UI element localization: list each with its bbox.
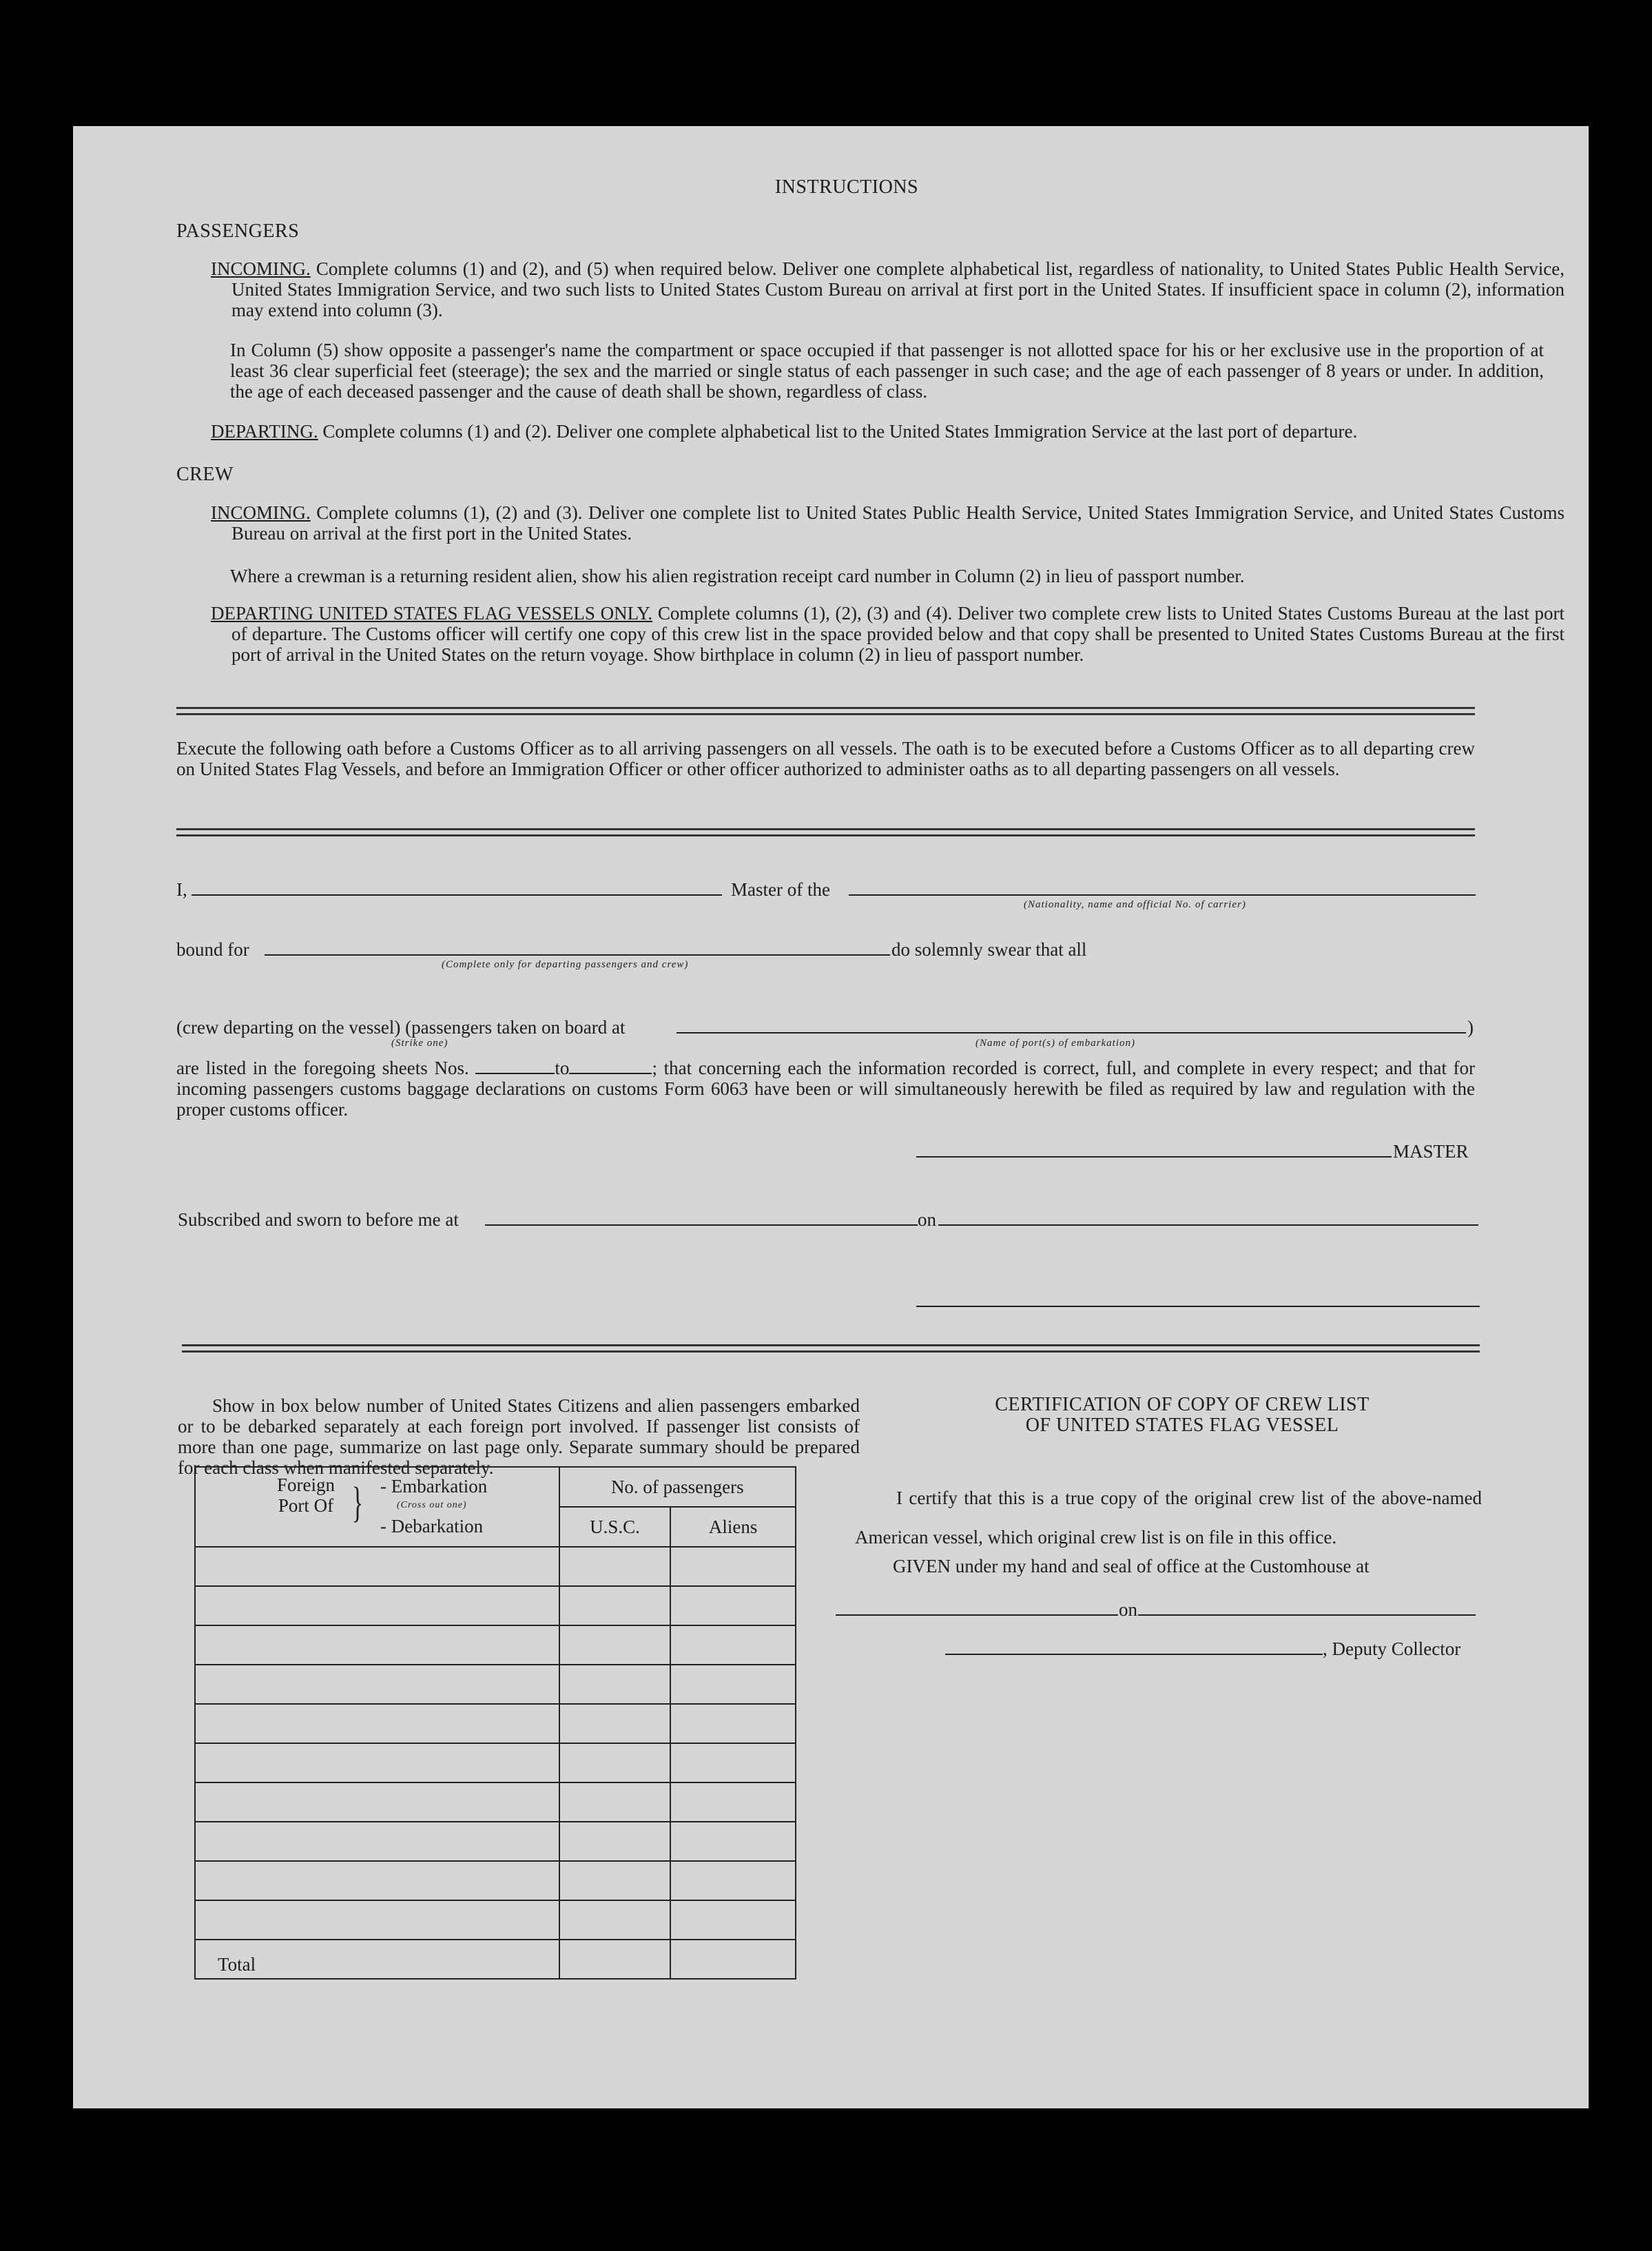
aliens-cell[interactable] — [670, 1861, 796, 1900]
crew-crewman-paragraph: Where a crewman is a returning resident alien, show his alien registration receipt card number in Column (2) in lieu of passport number. — [230, 566, 1245, 586]
usc-header: U.S.C. — [559, 1507, 671, 1547]
crew-incoming-label: INCOMING. — [211, 502, 311, 523]
port-cell[interactable] — [195, 1665, 559, 1704]
table-row — [195, 1665, 796, 1704]
oath-swear: do solemnly swear that all — [891, 939, 1087, 960]
usc-cell[interactable] — [559, 1625, 671, 1665]
oath-listed-rest: ; that concerning each the information recorded is correct, full, and complete in every respect; and that for incoming passengers customs baggage declarations on customs Form 6063 have been or will simultaneously herewith be filed as required by law and regulation with the proper customs officer. — [176, 1058, 1476, 1120]
table-row — [195, 1625, 796, 1665]
page-title: INSTRUCTIONS — [774, 176, 919, 198]
aliens-cell[interactable] — [670, 1704, 796, 1743]
oath-listed-paragraph — [176, 1058, 1475, 1120]
crew-departing-text: Complete columns (1), (2), (3) and (4). Deliver two complete crew lists to United States Customs Bureau at the last port of departure. The Customs officer will certify one copy of this crew list in the space provided below and that copy shall be presented to United States Customs Bureau at the first port of arrival in the United States on the return voyage. Show birthplace in column (2) in lieu of passport number. — [231, 603, 1565, 665]
aliens-cell[interactable] — [670, 1625, 796, 1665]
aliens-cell[interactable] — [670, 1822, 796, 1861]
passengers-departing-paragraph — [211, 421, 1544, 442]
table-row — [195, 1782, 796, 1822]
aliens-cell[interactable] — [670, 1665, 796, 1704]
total-row — [195, 1940, 796, 1979]
master-name-line[interactable] — [192, 894, 722, 896]
port-embarkation-line[interactable] — [677, 1032, 1466, 1034]
certify-text: I certify that this is a true copy of the original crew list of the above-named American vessel, which original crew list is on file in this office. — [855, 1488, 1482, 1548]
usc-cell[interactable] — [559, 1743, 671, 1782]
crew-incoming-paragraph — [211, 502, 1565, 544]
port-cell[interactable] — [195, 1704, 559, 1743]
passengers-incoming-text: Complete columns (1) and (2), and (5) when required below. Deliver one complete alphabetical list, regardless of nationality, to United States Public Health Service, United States Immigration Service, and two such lists to United States Custom Bureau on arrival at first port in the United States. If insufficient space in column (2), information may extend into column (3). — [231, 258, 1565, 320]
crew-incoming-text: Complete columns (1), (2) and (3). Deliver one complete list to United States Public Health Service, United States Immigration Service, and United States Customs Bureau on arrival at the first port in the United States. — [231, 502, 1565, 544]
passengers-departing-text: Complete columns (1) and (2). Deliver one complete alphabetical list to the United States Immigration Service at the last port of departure. — [322, 421, 1358, 442]
aliens-cell[interactable] — [670, 1900, 796, 1940]
divider-1 — [176, 707, 1475, 715]
foreign-port-label: Foreign Port Of — [277, 1474, 335, 1516]
master-signature-line[interactable] — [916, 1156, 1392, 1158]
oath-crew-departing: (crew departing on the vessel) (passengers taken on board at — [176, 1017, 626, 1038]
carrier-line[interactable] — [849, 894, 1476, 896]
given-text: GIVEN under my hand and seal of office at the Customhouse at — [893, 1556, 1370, 1576]
aliens-cell[interactable] — [670, 1586, 796, 1625]
crew-departing-paragraph — [211, 603, 1565, 665]
port-cell[interactable] — [195, 1625, 559, 1665]
deputy-signature-line[interactable] — [945, 1654, 1323, 1655]
certification-title-line2: OF UNITED STATES FLAG VESSEL — [1025, 1415, 1339, 1436]
usc-cell[interactable] — [559, 1665, 671, 1704]
deputy-collector-label: , Deputy Collector — [1323, 1638, 1461, 1659]
brace-icon: } — [351, 1479, 364, 1526]
foreign-port-header — [195, 1467, 559, 1547]
cert-on-label: on — [1119, 1599, 1137, 1620]
crew-heading: CREW — [176, 464, 234, 485]
port-cell[interactable] — [195, 1861, 559, 1900]
port-cell[interactable] — [195, 1547, 559, 1586]
officer-signature-line[interactable] — [916, 1306, 1480, 1307]
oath-listed-prefix: are listed in the foregoing sheets Nos. — [176, 1058, 469, 1078]
nationality-hint: (Nationality, name and official No. of carrier) — [1024, 899, 1246, 910]
usc-cell[interactable] — [559, 1547, 671, 1586]
strike-one-hint: (Strike one) — [391, 1038, 448, 1049]
passengers-column5-paragraph: In Column (5) show opposite a passenger's name the compartment or space occupied if that passenger is not allotted space for his or her exclusive use in the proportion of at least 36 clear superficial feet (steerage); the sex and the married or single status of each passenger in such case; and the age of each passenger of 8 years or under. In addition, the age of each deceased passenger and the cause of death shall be shown, regardless of class. — [230, 340, 1544, 402]
table-row — [195, 1547, 796, 1586]
subscribed-on-label: on — [918, 1209, 936, 1230]
table-row — [195, 1743, 796, 1782]
divider-2 — [176, 828, 1475, 836]
total-label: Total — [195, 1940, 559, 1979]
aliens-total-cell[interactable] — [670, 1940, 796, 1979]
aliens-cell[interactable] — [670, 1743, 796, 1782]
cert-date-line[interactable] — [1138, 1614, 1476, 1616]
passengers-incoming-label: INCOMING. — [211, 258, 311, 279]
bound-for-line[interactable] — [265, 954, 890, 956]
bound-hint: (Complete only for departing passengers and crew) — [442, 959, 689, 970]
usc-total-cell[interactable] — [559, 1940, 671, 1979]
oath-listed-to: to — [555, 1058, 570, 1078]
aliens-cell[interactable] — [670, 1547, 796, 1586]
usc-cell[interactable] — [559, 1861, 671, 1900]
table-row — [195, 1900, 796, 1940]
passenger-summary-table — [194, 1466, 796, 1980]
port-cell[interactable] — [195, 1743, 559, 1782]
embarkation-label: - Embarkation — [380, 1476, 488, 1497]
oath-master-of: Master of the — [731, 879, 830, 900]
passengers-incoming-paragraph — [211, 258, 1565, 320]
usc-cell[interactable] — [559, 1822, 671, 1861]
subscribed-place-line[interactable] — [485, 1224, 918, 1226]
usc-cell[interactable] — [559, 1900, 671, 1940]
usc-cell[interactable] — [559, 1782, 671, 1822]
subscribed-date-line[interactable] — [938, 1224, 1478, 1226]
customhouse-line[interactable] — [836, 1614, 1118, 1616]
form-page — [73, 126, 1589, 2108]
sheet-to-field[interactable] — [569, 1059, 652, 1074]
table-row — [195, 1822, 796, 1861]
table-row — [195, 1704, 796, 1743]
table-row — [195, 1861, 796, 1900]
port-cell[interactable] — [195, 1900, 559, 1940]
certification-title-line1: CERTIFICATION OF COPY OF CREW LIST — [995, 1394, 1370, 1415]
usc-cell[interactable] — [559, 1586, 671, 1625]
crew-departing-label: DEPARTING UNITED STATES FLAG VESSELS ONLY. — [211, 603, 653, 624]
divider-3 — [182, 1344, 1480, 1353]
oath-close-paren: ) — [1467, 1017, 1474, 1038]
subscribed-label: Subscribed and sworn to before me at — [178, 1209, 459, 1230]
port-cell[interactable] — [195, 1822, 559, 1861]
cross-out-hint: (Cross out one) — [397, 1500, 467, 1510]
oath-instructions: Execute the following oath before a Customs Officer as to all arriving passengers on all vessels. The oath is to be executed before a Customs Officer as to all departing crew on United States Flag Vessels, and before an Immigration Officer or other officer authorized to administer oaths as to all departing passengers on all vessels. — [176, 738, 1475, 779]
port-cell[interactable] — [195, 1782, 559, 1822]
table-row — [195, 1586, 796, 1625]
sheet-from-field[interactable] — [475, 1059, 555, 1074]
ports-hint: (Name of port(s) of embarkation) — [975, 1038, 1135, 1049]
aliens-header: Aliens — [670, 1507, 796, 1547]
master-label: MASTER — [1393, 1141, 1469, 1162]
oath-i-label: I, — [176, 879, 187, 900]
no-passengers-header: No. of passengers — [559, 1467, 796, 1507]
port-cell[interactable] — [195, 1586, 559, 1625]
debarkation-label: - Debarkation — [380, 1516, 484, 1536]
passengers-heading: PASSENGERS — [176, 220, 300, 242]
summary-instructions: Show in box below number of United States Citizens and alien passengers embarked or to be debarked separately at each foreign port involved. If passenger list consists of more than one page, summarize on last page only. Separate summary should be prepared for each class when manifested separately. — [178, 1395, 860, 1478]
passengers-departing-label: DEPARTING. — [211, 421, 318, 442]
oath-bound-for: bound for — [176, 939, 249, 960]
usc-cell[interactable] — [559, 1704, 671, 1743]
aliens-cell[interactable] — [670, 1782, 796, 1822]
